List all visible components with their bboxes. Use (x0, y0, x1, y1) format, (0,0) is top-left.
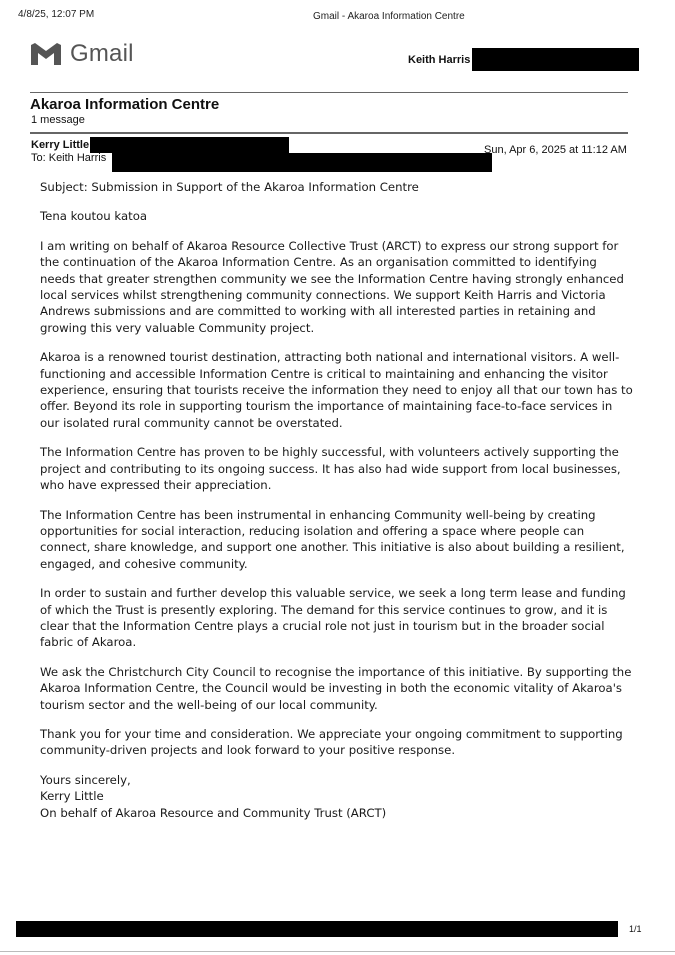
message-count: 1 message (31, 114, 85, 126)
signature-org: On behalf of Akaroa Resource and Community Trust (ARCT) (40, 805, 387, 820)
body-paragraph-7: Thank you for your time and consideration. We appreciate your ongoing commitment to supporting community-driven projects and look forward to your positive response. (40, 726, 623, 758)
gmail-logo-text: Gmail (70, 40, 134, 67)
redaction-account-email (472, 48, 639, 71)
redaction-footer-url (16, 921, 618, 937)
body-subject-line: Subject: Submission in Support of the Akaroa Information Centre (40, 180, 419, 194)
body-paragraph-5: In order to sustain and further develop this valuable service, we seek a long term lease and funding of which the Trust is presently exploring. The demand for this service continues to grow, and it is clear that the Information Centre plays a crucial role not just in tourism but in the broader social fabric of Akaroa. (40, 586, 626, 650)
body-paragraph-2: Akaroa is a renowned tourist destination, attracting both national and international visitors. A well-functioning and accessible Information Centre is critical to maintaining and enhancing the visitor experience, ensuring that tourists receive the information they need to enjoy all that our town has to offer. Beyond its role in supporting tourism the importance of maintaining face-to-face services in our isolated rural community cannot be overstated. (40, 350, 633, 430)
account-name: Keith Harris (408, 54, 471, 66)
page-number: 1/1 (629, 924, 642, 934)
body-greeting: Tena koutou katoa (40, 209, 148, 224)
signature-name: Kerry Little (40, 789, 104, 804)
redaction-sender-email (90, 137, 289, 153)
body-closing: Yours sincerely, (40, 772, 131, 787)
scan-edge (0, 951, 675, 952)
body-paragraph-4: The Information Centre has been instrumental in enhancing Community well-being by creating opportunities for social interaction, reducing isolation and offering a space where people can connect, share knowledge, and support one another. This initiative is also about building a resilient, engaged, and cohesive community. (40, 507, 625, 571)
redaction-recipient-email (112, 153, 492, 172)
gmail-logo (30, 40, 134, 68)
message-date: Sun, Apr 6, 2025 at 11:12 AM (484, 144, 627, 156)
recipient-line: To: Keith Harris (31, 152, 107, 164)
body-paragraph-1: I am writing on behalf of Akaroa Resource Collective Trust (ARCT) to express our strong support for the continuation of the Akaroa Information Centre. As an organisation committed to identifying needs that greater strengthen community we see the Information Centre having strongly enhanced local services whilst strengthening community connections. We support Keith Harris and Victoria Andrews submissions and are committed to working with all interested parties in retaining and growing this very valuable Community project. (40, 238, 624, 335)
print-title: Gmail - Akaroa Information Centre (313, 11, 465, 22)
divider-top (30, 92, 628, 93)
body-paragraph-3: The Information Centre has proven to be highly successful, with volunteers actively supporting the project and contributing to its ongoing success. It has also had wide support from local businesses, who have expressed their appreciation. (40, 445, 621, 493)
gmail-m-icon (30, 42, 62, 66)
message-body (40, 179, 635, 821)
sender-name: Kerry Little (31, 139, 90, 151)
thread-subject: Akaroa Information Centre (30, 96, 220, 113)
divider-message (30, 132, 628, 134)
body-paragraph-6: We ask the Christchurch City Council to recognise the importance of this initiative. By supporting the Akaroa Information Centre, the Council would be investing in both the economic vitality of Akaroa's tourism sector and the well-being of our local community. (40, 664, 632, 712)
print-datetime: 4/8/25, 12:07 PM (18, 9, 95, 20)
